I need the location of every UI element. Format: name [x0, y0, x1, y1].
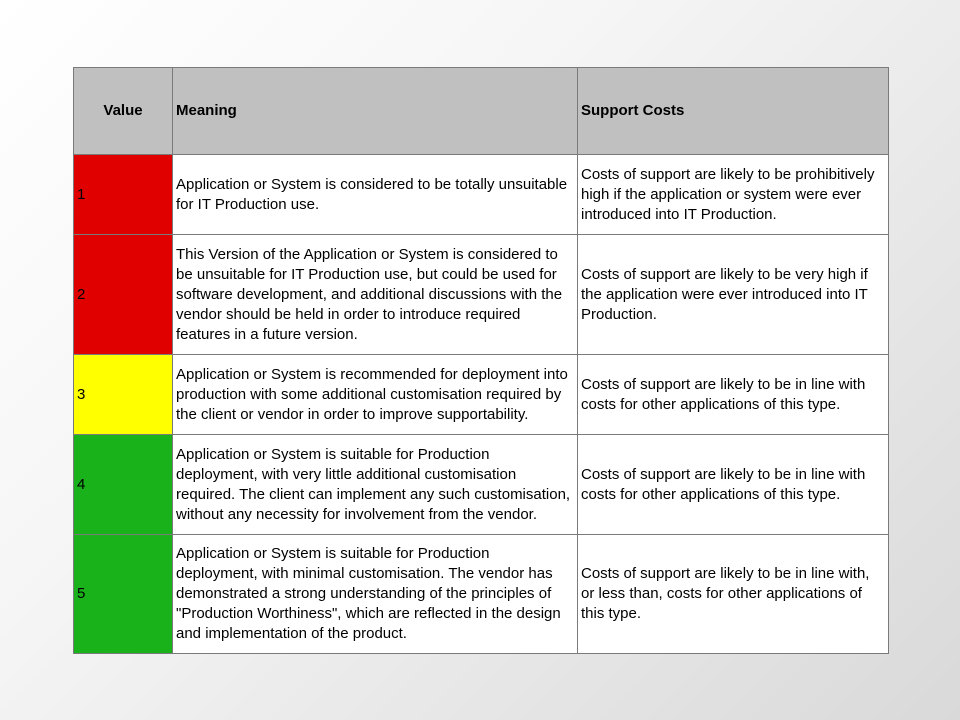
table-row: [74, 235, 889, 355]
support-cost-cell: Costs of support are likely to be very high if the application were ever introduced into IT Production.: [578, 235, 889, 355]
meaning-cell: Application or System is considered to be totally unsuitable for IT Production use.: [173, 155, 578, 235]
value-cell: 5: [74, 535, 173, 654]
header-support-costs: Support Costs: [578, 68, 889, 155]
support-cost-cell: Costs of support are likely to be in line with costs for other applications of this type.: [578, 355, 889, 435]
value-cell: 3: [74, 355, 173, 435]
value-cell: 2: [74, 235, 173, 355]
support-cost-cell: Costs of support are likely to be in line with, or less than, costs for other applications of this type.: [578, 535, 889, 654]
table-header-row: [74, 68, 889, 155]
support-cost-cell: Costs of support are likely to be in line with costs for other applications of this type.: [578, 435, 889, 535]
table-row: [74, 535, 889, 654]
meaning-cell: This Version of the Application or System is considered to be unsuitable for IT Production use, but could be used for software development, and additional discussions with the vendor should be held in order to introduce required features in a future version.: [173, 235, 578, 355]
rating-table: [73, 67, 889, 654]
support-cost-cell: Costs of support are likely to be prohibitively high if the application or system were ever introduced into IT Production.: [578, 155, 889, 235]
value-cell: 1: [74, 155, 173, 235]
meaning-cell: Application or System is suitable for Production deployment, with minimal customisation. The vendor has demonstrated a strong understanding of the principles of "Production Worthiness", which are reflected in the design and implementation of the product.: [173, 535, 578, 654]
meaning-cell: Application or System is recommended for deployment into production with some additional customisation required by the client or vendor in order to improve supportability.: [173, 355, 578, 435]
header-value: Value: [74, 68, 173, 155]
value-cell: 4: [74, 435, 173, 535]
meaning-cell: Application or System is suitable for Production deployment, with very little additional customisation required. The client can implement any such customisation, without any necessity for involvement from the vendor.: [173, 435, 578, 535]
table-row: [74, 355, 889, 435]
table-row: [74, 435, 889, 535]
header-meaning: Meaning: [173, 68, 578, 155]
table-row: [74, 155, 889, 235]
